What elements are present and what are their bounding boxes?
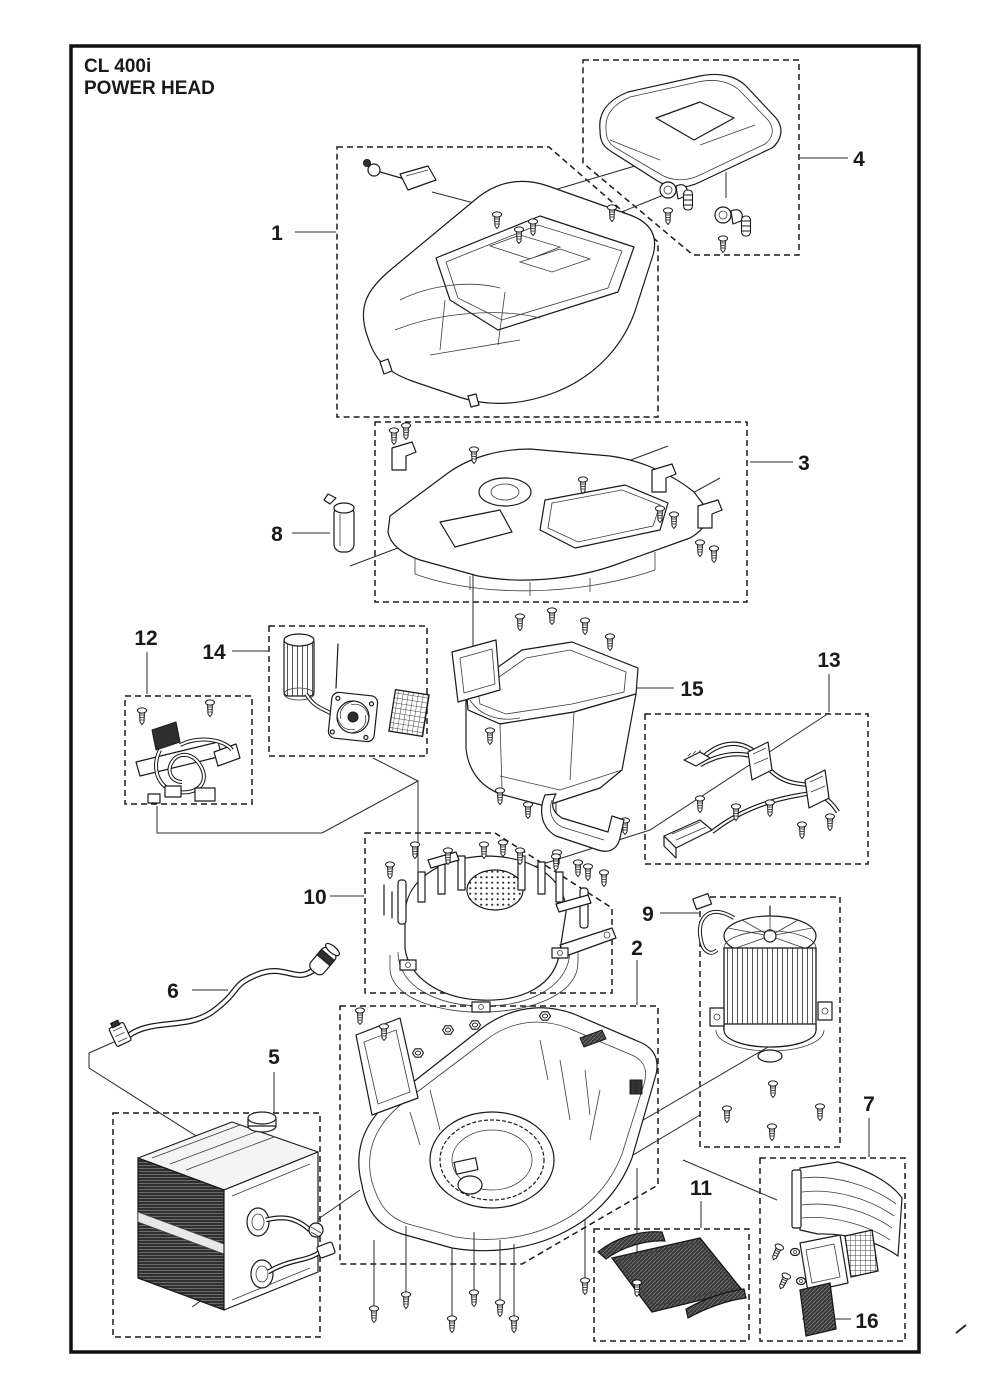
spring-icon bbox=[742, 216, 751, 236]
part-motor bbox=[693, 894, 832, 1141]
spring-icon bbox=[684, 190, 693, 210]
part-cable bbox=[107, 941, 341, 1046]
screw-icon bbox=[769, 1243, 784, 1262]
screw-icon bbox=[390, 428, 399, 445]
part-handle bbox=[324, 494, 354, 552]
part-motor-housing bbox=[384, 842, 616, 1012]
part-mesh-plate bbox=[598, 1232, 746, 1318]
screw-icon bbox=[386, 862, 395, 879]
screw-icon bbox=[496, 788, 505, 805]
cable-connector bbox=[107, 1018, 132, 1047]
screw-icon bbox=[206, 700, 215, 717]
callout-9: 9 bbox=[642, 903, 654, 926]
screw-icon bbox=[402, 423, 411, 440]
callout-11: 11 bbox=[689, 1177, 713, 1200]
title-line-2: POWER HEAD bbox=[84, 78, 215, 99]
nut-icon bbox=[443, 1026, 454, 1034]
callout-13: 13 bbox=[817, 649, 841, 672]
callout-7: 7 bbox=[863, 1093, 875, 1116]
fan-icon bbox=[328, 692, 379, 743]
lid-latch bbox=[715, 207, 751, 253]
callout-5: 5 bbox=[268, 1046, 280, 1069]
title-line-1: CL 400i bbox=[84, 56, 152, 77]
screw-icon bbox=[581, 618, 590, 635]
chassis-plate bbox=[356, 1018, 418, 1115]
screw-icon bbox=[584, 864, 593, 881]
screw-icon bbox=[766, 800, 775, 817]
gasket-plate bbox=[769, 1235, 848, 1292]
screw-icon bbox=[776, 1272, 791, 1291]
cover-latch-lever bbox=[364, 160, 437, 191]
callout-16: 16 bbox=[855, 1310, 879, 1333]
filter-grid bbox=[845, 1230, 878, 1277]
screw-icon bbox=[798, 822, 807, 839]
screw-icon bbox=[664, 208, 673, 225]
nut-icon bbox=[413, 1049, 424, 1057]
part-lower-chassis bbox=[356, 1008, 658, 1333]
nut-icon bbox=[470, 1021, 481, 1029]
filter-grid bbox=[800, 1283, 836, 1336]
lid-latch bbox=[660, 182, 693, 225]
screw-icon bbox=[606, 634, 615, 651]
screw-icon bbox=[138, 708, 147, 725]
screw-icon bbox=[696, 796, 705, 813]
screw-icon bbox=[710, 546, 719, 563]
screw-icon bbox=[574, 860, 583, 877]
screw-icon bbox=[723, 1106, 732, 1123]
screw-icon bbox=[356, 1008, 365, 1025]
part-battery-box bbox=[452, 608, 638, 881]
callout-12: 12 bbox=[134, 627, 158, 650]
part-top-cover bbox=[363, 160, 654, 408]
screw-icon bbox=[600, 870, 609, 887]
callout-4: 4 bbox=[853, 148, 865, 171]
part-battery-pack bbox=[138, 1112, 336, 1310]
part-fan-kit bbox=[284, 634, 429, 742]
screw-icon bbox=[719, 236, 728, 253]
part-wiring-harness bbox=[664, 742, 838, 858]
page-title bbox=[84, 56, 215, 99]
callout-10: 10 bbox=[303, 886, 327, 909]
screw-icon bbox=[499, 840, 508, 857]
screw-icon bbox=[524, 802, 533, 819]
callout-3: 3 bbox=[798, 452, 810, 475]
screw-icon bbox=[548, 608, 557, 625]
callout-2: 2 bbox=[631, 937, 643, 960]
screw-icon bbox=[816, 1104, 825, 1121]
frame-bracket bbox=[390, 423, 417, 470]
screw-icon bbox=[769, 1081, 778, 1098]
callout-15: 15 bbox=[680, 678, 704, 701]
screw-icon bbox=[826, 814, 835, 831]
part-vent-grille-kit bbox=[769, 1162, 902, 1336]
part-sensor-harness bbox=[136, 700, 240, 803]
screw-icon bbox=[516, 614, 525, 631]
nut-icon bbox=[540, 1012, 551, 1020]
screw-icon bbox=[768, 1124, 777, 1141]
callout-8: 8 bbox=[271, 523, 283, 546]
callout-14: 14 bbox=[202, 641, 226, 664]
callout-6: 6 bbox=[167, 980, 179, 1003]
callout-1: 1 bbox=[271, 222, 283, 245]
part-chassis-frame bbox=[388, 423, 722, 596]
screw-icon bbox=[696, 540, 705, 557]
